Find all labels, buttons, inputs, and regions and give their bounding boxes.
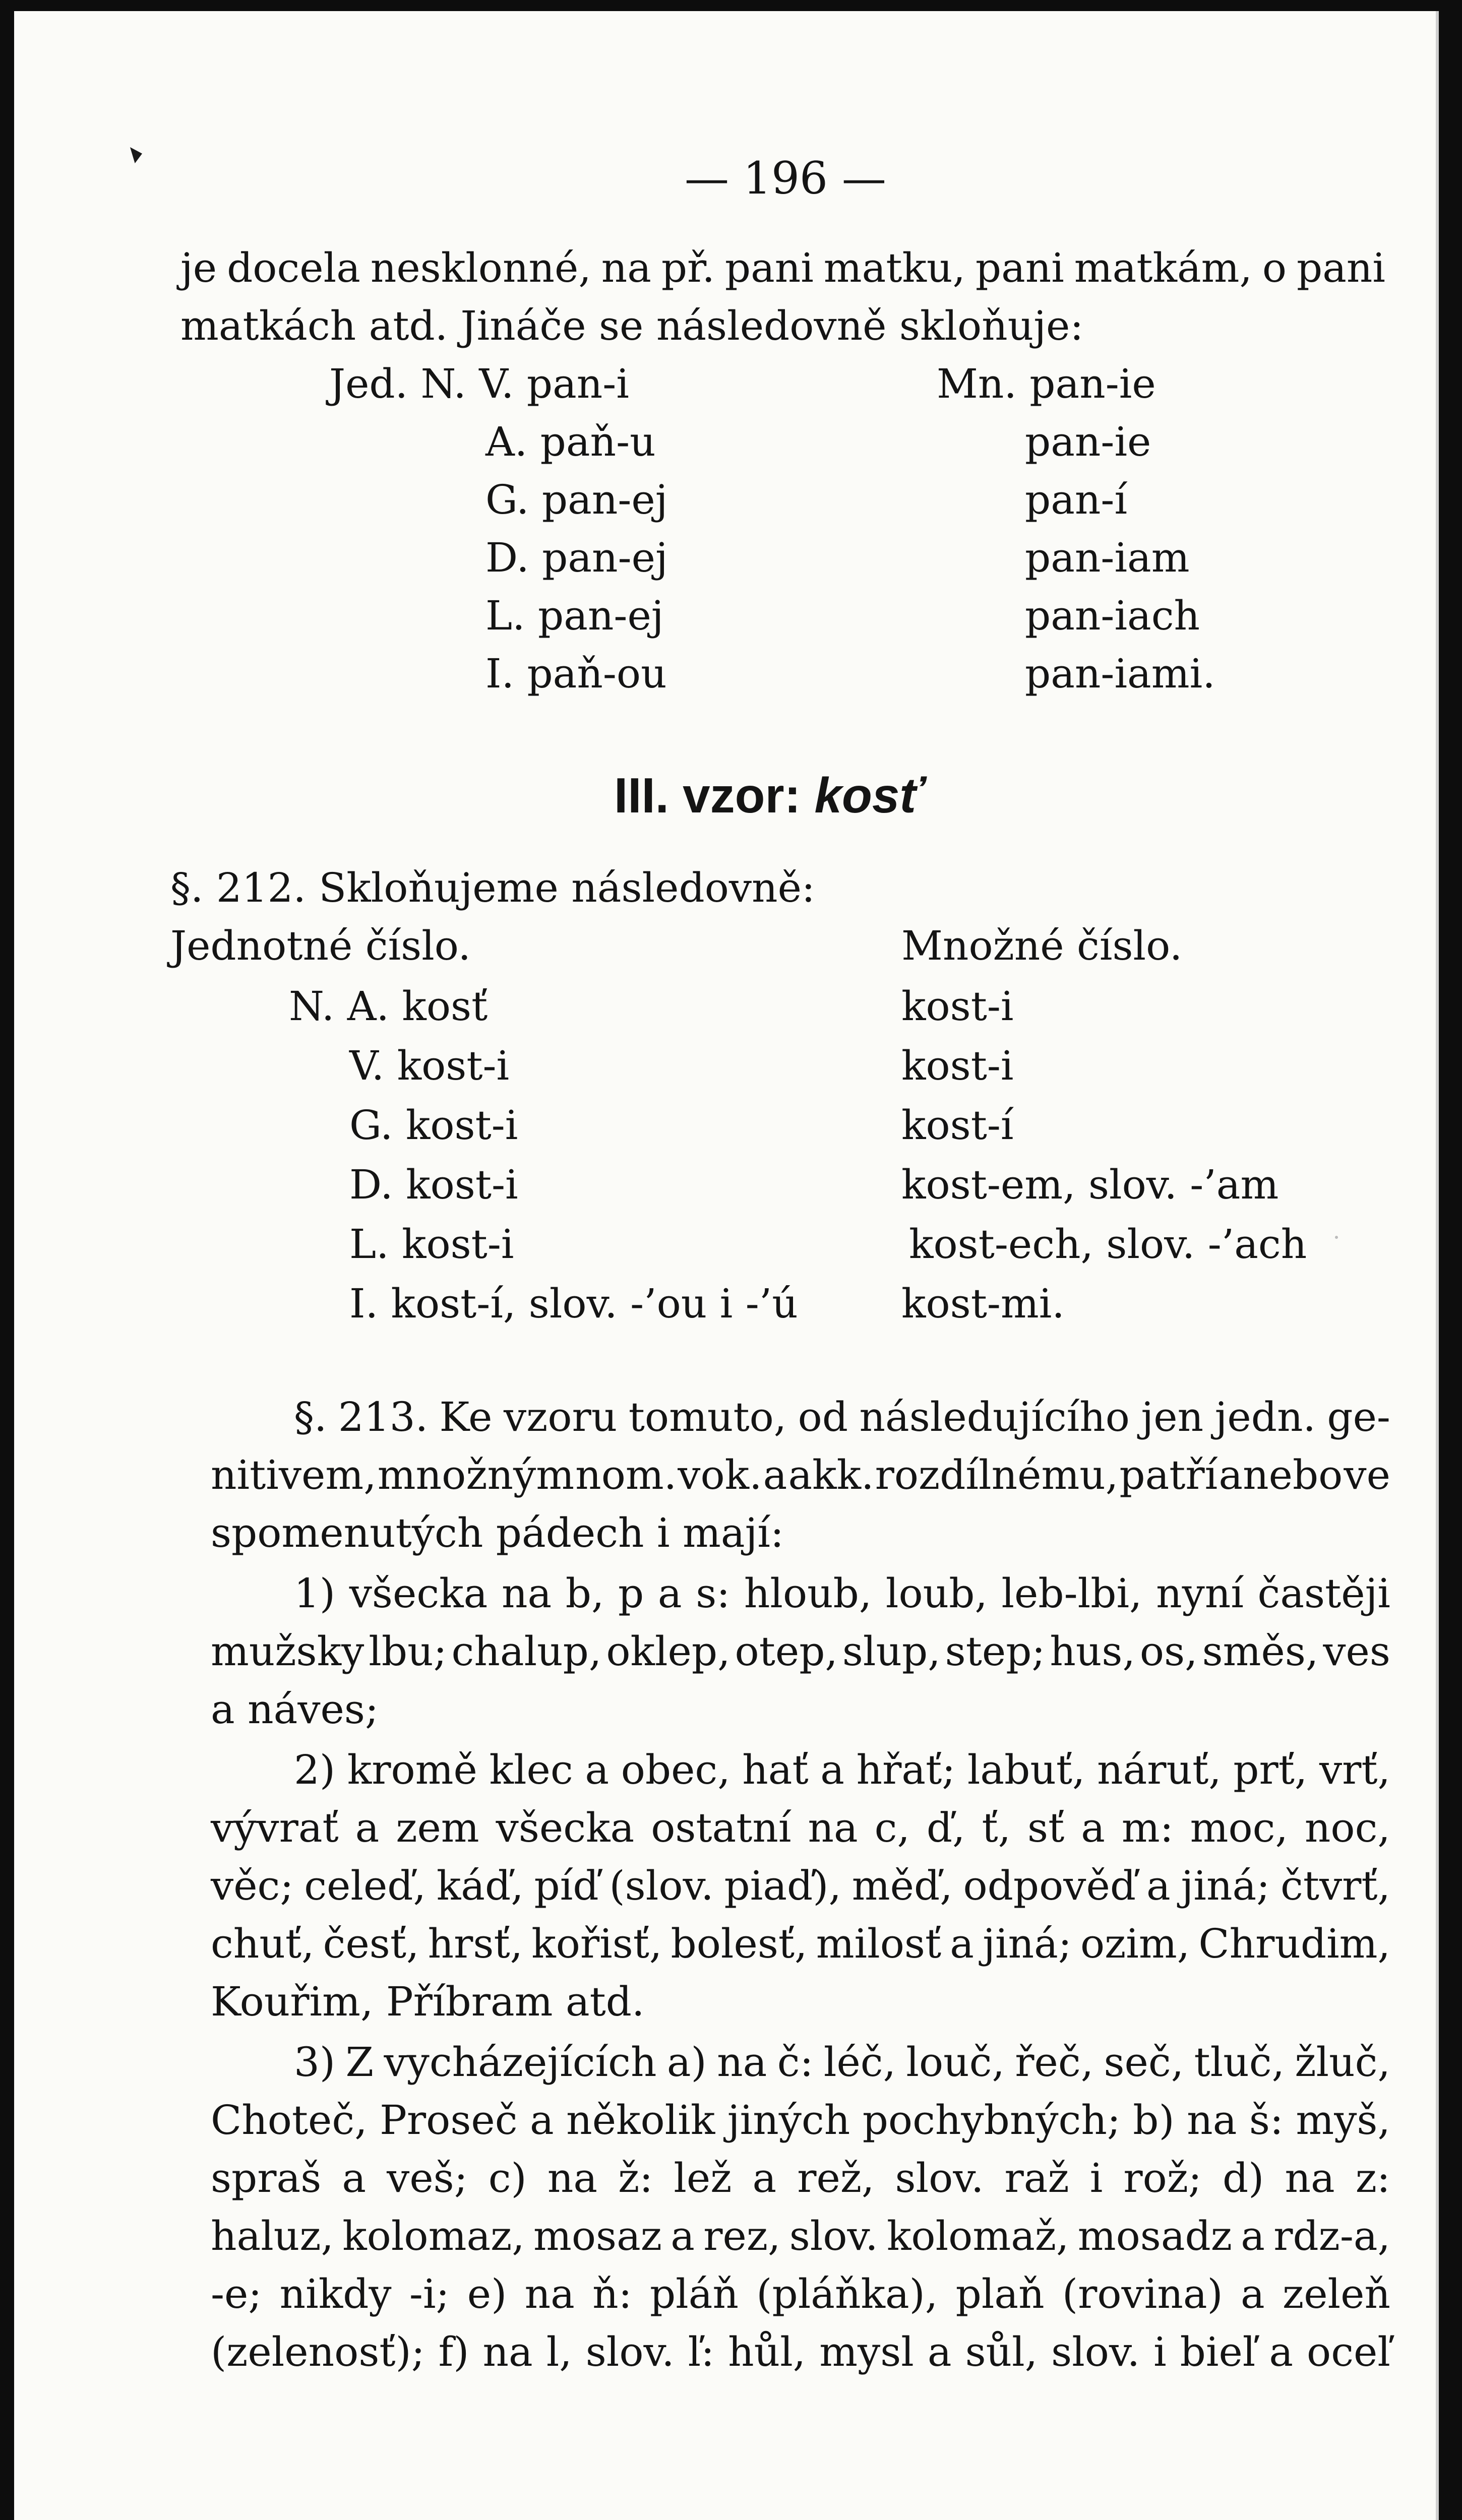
text-line	[294, 1746, 1390, 1793]
table1-left-row: G. pan-ej	[485, 476, 668, 523]
word: je	[180, 244, 217, 291]
word: č:	[777, 2039, 814, 2086]
speck	[1335, 1236, 1338, 1239]
word: následujícího	[859, 1394, 1130, 1440]
word: d)	[1222, 2155, 1264, 2201]
word: haluz,	[211, 2213, 334, 2259]
text-line	[294, 1570, 1390, 1617]
word: Choteč,	[211, 2097, 368, 2144]
text-line: spomenutých pádech i mají:	[211, 1509, 784, 1556]
word: a	[950, 1920, 974, 1967]
word: vrť,	[1319, 1746, 1390, 1793]
word: kolomaž,	[886, 2213, 1069, 2259]
word: anebo	[1219, 1452, 1343, 1498]
text-line	[294, 2039, 1390, 2086]
word: matkám,	[1074, 244, 1252, 291]
word: náruť,	[1097, 1746, 1222, 1793]
text-line	[211, 1804, 1390, 1851]
table1-left-row: D. pan-ej	[485, 534, 668, 581]
word: bolesť,	[671, 1920, 808, 1967]
word: léč,	[823, 2039, 896, 2086]
word: rez,	[703, 2213, 781, 2259]
word: nyní	[1156, 1570, 1244, 1617]
word: od	[798, 1394, 848, 1440]
word: ozim,	[1080, 1920, 1190, 1967]
word: všecka	[349, 1570, 488, 1617]
heading-word: kosť	[814, 768, 924, 823]
table1-left-row: L. pan-ej	[485, 592, 664, 639]
word: 1)	[294, 1570, 336, 1617]
text-line	[211, 1862, 1390, 1909]
word: milosť	[816, 1920, 942, 1967]
word: noc,	[1304, 1804, 1390, 1851]
word: několik	[566, 2097, 715, 2144]
heading-roman: III. vzor:	[614, 768, 801, 823]
word: vzoru	[503, 1394, 618, 1440]
text-line	[211, 2271, 1390, 2317]
word: celeď,	[304, 1862, 426, 1909]
singular-header: Jednotné číslo.	[170, 922, 471, 969]
word: ň:	[592, 2271, 632, 2317]
word: m:	[1121, 1804, 1174, 1851]
word: a	[752, 2155, 777, 2201]
word: Z	[345, 2039, 374, 2086]
word: jedn.	[1214, 1394, 1316, 1440]
word: step;	[945, 1628, 1046, 1675]
table2-left-row: V. kost-i	[349, 1042, 510, 1089]
word: (pláňka),	[756, 2271, 938, 2317]
word: na	[501, 1570, 552, 1617]
text-line	[211, 1628, 1390, 1675]
table1-right-row: pan-iach	[1025, 592, 1200, 639]
word: na	[717, 2039, 767, 2086]
plural-header: Množné číslo.	[901, 922, 1183, 969]
word: š:	[1249, 2097, 1284, 2144]
word: rož;	[1123, 2155, 1202, 2201]
word: p	[618, 1570, 644, 1617]
word: a	[657, 1570, 682, 1617]
word: čtvrť,	[1281, 1862, 1390, 1909]
word: ť,	[982, 1804, 1011, 1851]
word: na	[547, 2155, 598, 2201]
word: pláň	[649, 2271, 739, 2317]
section-212-title: §. 212. Skloňujeme následovně:	[170, 864, 815, 911]
word: slov.	[895, 2155, 984, 2201]
word: nikdy	[279, 2271, 392, 2317]
text-line	[211, 1920, 1390, 1967]
word: ge-	[1327, 1394, 1390, 1440]
word: česť,	[323, 1920, 419, 1967]
word: 213.	[338, 1394, 429, 1440]
word: měď,	[851, 1862, 953, 1909]
word: plaň	[955, 2271, 1045, 2317]
word: nitivem,	[211, 1452, 377, 1498]
word: s:	[696, 1570, 730, 1617]
table2-right-row: kost-ech, slov. -’ach	[909, 1221, 1307, 1268]
word: ľ:	[688, 2328, 715, 2375]
word: §.	[294, 1394, 327, 1440]
word: mysl	[819, 2328, 914, 2375]
word: chuť,	[211, 1920, 315, 1967]
book-page	[14, 11, 1439, 2520]
word: všecka	[496, 1804, 635, 1851]
word: ď,	[926, 1804, 965, 1851]
table2-left-row: N. A. kosť	[289, 983, 488, 1030]
word: i	[1089, 2155, 1103, 2201]
word: slov.	[789, 2213, 878, 2259]
page-number: — 196 —	[685, 152, 886, 204]
text-line: a náves;	[211, 1686, 379, 1733]
text-line	[211, 2155, 1390, 2201]
word: a	[763, 1452, 787, 1498]
word: řeč,	[1015, 2039, 1094, 2086]
word: pochybných;	[862, 2097, 1121, 2144]
word: směs,	[1202, 1628, 1319, 1675]
word: slov.	[1051, 2328, 1140, 2375]
table2-right-row: kost-mi.	[901, 1280, 1065, 1327]
word: spraš	[211, 2155, 322, 2201]
word: seč,	[1104, 2039, 1184, 2086]
word: vok.	[678, 1452, 762, 1498]
word: kolomaz,	[342, 2213, 525, 2259]
word: l,	[546, 2328, 572, 2375]
word: e)	[467, 2271, 507, 2317]
word: na	[601, 244, 651, 291]
table1-right-row: pan-iami.	[1025, 650, 1215, 697]
word: píď	[534, 1862, 599, 1909]
word: 2)	[294, 1746, 336, 1793]
word: častěji	[1257, 1570, 1390, 1617]
word: moc,	[1190, 1804, 1288, 1851]
word: a	[671, 2213, 695, 2259]
table1-right-row: pan-í	[1025, 476, 1128, 523]
table2-right-row: kost-em, slov. -’am	[901, 1161, 1279, 1208]
word: rdz-a,	[1273, 2213, 1390, 2259]
word: lež	[674, 2155, 732, 2201]
word: chalup,	[451, 1628, 602, 1675]
word: ve	[1344, 1452, 1390, 1498]
word: pani	[1296, 244, 1385, 291]
table2-left-row: D. kost-i	[349, 1161, 518, 1208]
word: Proseč	[380, 2097, 518, 2144]
word: žluč,	[1295, 2039, 1390, 2086]
word: c,	[874, 1804, 910, 1851]
word: f)	[438, 2328, 469, 2375]
word: a	[355, 1804, 380, 1851]
word: oklep,	[606, 1628, 730, 1675]
word: mosadz	[1077, 2213, 1232, 2259]
word: nom.	[575, 1452, 677, 1498]
word: mužsky	[211, 1628, 364, 1675]
word: (rovina)	[1062, 2271, 1223, 2317]
word: zem	[396, 1804, 479, 1851]
word: (slov.	[609, 1862, 714, 1909]
word: Chrudim,	[1198, 1920, 1390, 1967]
word: lbu;	[369, 1628, 447, 1675]
table1-right-row: pan-iam	[1025, 534, 1190, 581]
word: slup,	[842, 1628, 941, 1675]
word: piaď),	[724, 1862, 841, 1909]
text-line	[294, 1394, 1390, 1440]
word: hůl,	[728, 2328, 806, 2375]
word: -i;	[409, 2271, 450, 2317]
word: na	[482, 2328, 533, 2375]
table2-right-row: kost-i	[901, 1042, 1014, 1089]
word: oceľ	[1307, 2328, 1390, 2375]
table1-right-row: Mn. pan-ie	[937, 360, 1156, 407]
word: i	[1153, 2328, 1167, 2375]
text-line: matkách atd. Jináče se následovně skloňuje:	[180, 302, 1084, 349]
word: hrsť,	[428, 1920, 523, 1967]
table1-left-header: Jed. N. V. pan-i	[329, 360, 629, 407]
text-line	[211, 2097, 1390, 2144]
word: jiná;	[983, 1920, 1072, 1967]
word: b,	[565, 1570, 604, 1617]
word: nesklonné,	[370, 244, 591, 291]
word: b)	[1133, 2097, 1175, 2144]
word: obec,	[621, 1746, 730, 1793]
word: hřať;	[856, 1746, 956, 1793]
word: akk.	[788, 1452, 874, 1498]
word: myš,	[1296, 2097, 1390, 2144]
word: patří	[1119, 1452, 1218, 1498]
word: a	[1241, 2213, 1265, 2259]
word: vývrať	[211, 1804, 339, 1851]
word: a	[585, 1746, 610, 1793]
word: leb-lbi,	[1001, 1570, 1142, 1617]
word: a	[1081, 1804, 1105, 1851]
word: na	[808, 1804, 858, 1851]
word: sůl,	[965, 2328, 1038, 2375]
word: o	[1262, 244, 1287, 291]
word: bieľ	[1180, 2328, 1256, 2375]
word: ves	[1323, 1628, 1390, 1675]
table2-left-row: I. kost-í, slov. -’ou i -’ú	[349, 1280, 798, 1327]
word: louč,	[906, 2039, 1005, 2086]
word: sť	[1027, 1804, 1065, 1851]
word: jen	[1141, 1394, 1204, 1440]
word: jiných	[727, 2097, 850, 2144]
word: slov.	[585, 2328, 675, 2375]
word: 3)	[294, 2039, 336, 2086]
word: labuť,	[967, 1746, 1085, 1793]
word: rež,	[797, 2155, 875, 2201]
text-line	[211, 2328, 1390, 2375]
word: hloub,	[744, 1570, 872, 1617]
word: docela	[227, 244, 360, 291]
word: a	[820, 1746, 844, 1793]
word: otep,	[735, 1628, 838, 1675]
word: c)	[488, 2155, 527, 2201]
word: a	[342, 2155, 367, 2201]
word: na	[1187, 2097, 1237, 2144]
word: množným	[377, 1452, 575, 1498]
word: os,	[1139, 1628, 1198, 1675]
table1-left-row: I. paň-ou	[485, 650, 667, 697]
text-line	[180, 244, 1385, 291]
table2-left-row: L. kost-i	[349, 1221, 514, 1268]
word: matku,	[823, 244, 965, 291]
section-heading	[614, 767, 923, 824]
table1-left-row: A. paň-u	[485, 418, 656, 465]
table1-right-row: pan-ie	[1025, 418, 1151, 465]
word: věc;	[211, 1862, 294, 1909]
word: raž	[1004, 2155, 1069, 2201]
word: ž:	[618, 2155, 653, 2201]
word: prť,	[1233, 1746, 1308, 1793]
word: loub,	[885, 1570, 988, 1617]
word: (zelenosť);	[211, 2328, 425, 2375]
word: a	[1146, 1862, 1171, 1909]
word: káď,	[436, 1862, 524, 1909]
text-line	[211, 1452, 1390, 1498]
corner-mark	[130, 147, 142, 163]
word: -e;	[211, 2271, 262, 2317]
word: z:	[1355, 2155, 1390, 2201]
word: kromě	[347, 1746, 477, 1793]
table2-right-row: kost-i	[901, 983, 1014, 1030]
word: a	[1241, 2271, 1265, 2317]
text-line: Kouřim, Příbram atd.	[211, 1978, 645, 2025]
word: odpověď	[963, 1862, 1136, 1909]
word: hať	[742, 1746, 809, 1793]
table2-right-row: kost-í	[901, 1102, 1014, 1149]
word: a)	[666, 2039, 707, 2086]
word: vycházejících	[384, 2039, 657, 2086]
word: klec	[489, 1746, 573, 1793]
word: kořisť,	[531, 1920, 662, 1967]
word: hus,	[1050, 1628, 1135, 1675]
text-line	[211, 2213, 1390, 2259]
word: mosaz	[533, 2213, 662, 2259]
word: jiná;	[1181, 1862, 1270, 1909]
word: veš;	[387, 2155, 468, 2201]
word: Ke	[439, 1394, 493, 1440]
word: a	[530, 2097, 554, 2144]
word: na	[524, 2271, 575, 2317]
word: tomuto,	[628, 1394, 787, 1440]
table2-left-row: G. kost-i	[349, 1102, 518, 1149]
word: a	[927, 2328, 952, 2375]
word: pani	[975, 244, 1064, 291]
word: a	[1269, 2328, 1294, 2375]
word: zeleň	[1283, 2271, 1390, 2317]
word: ostatní	[651, 1804, 791, 1851]
word: př.	[661, 244, 715, 291]
word: pani	[724, 244, 814, 291]
word: na	[1285, 2155, 1335, 2201]
word: rozdílnému,	[875, 1452, 1119, 1498]
word: tluč,	[1194, 2039, 1285, 2086]
